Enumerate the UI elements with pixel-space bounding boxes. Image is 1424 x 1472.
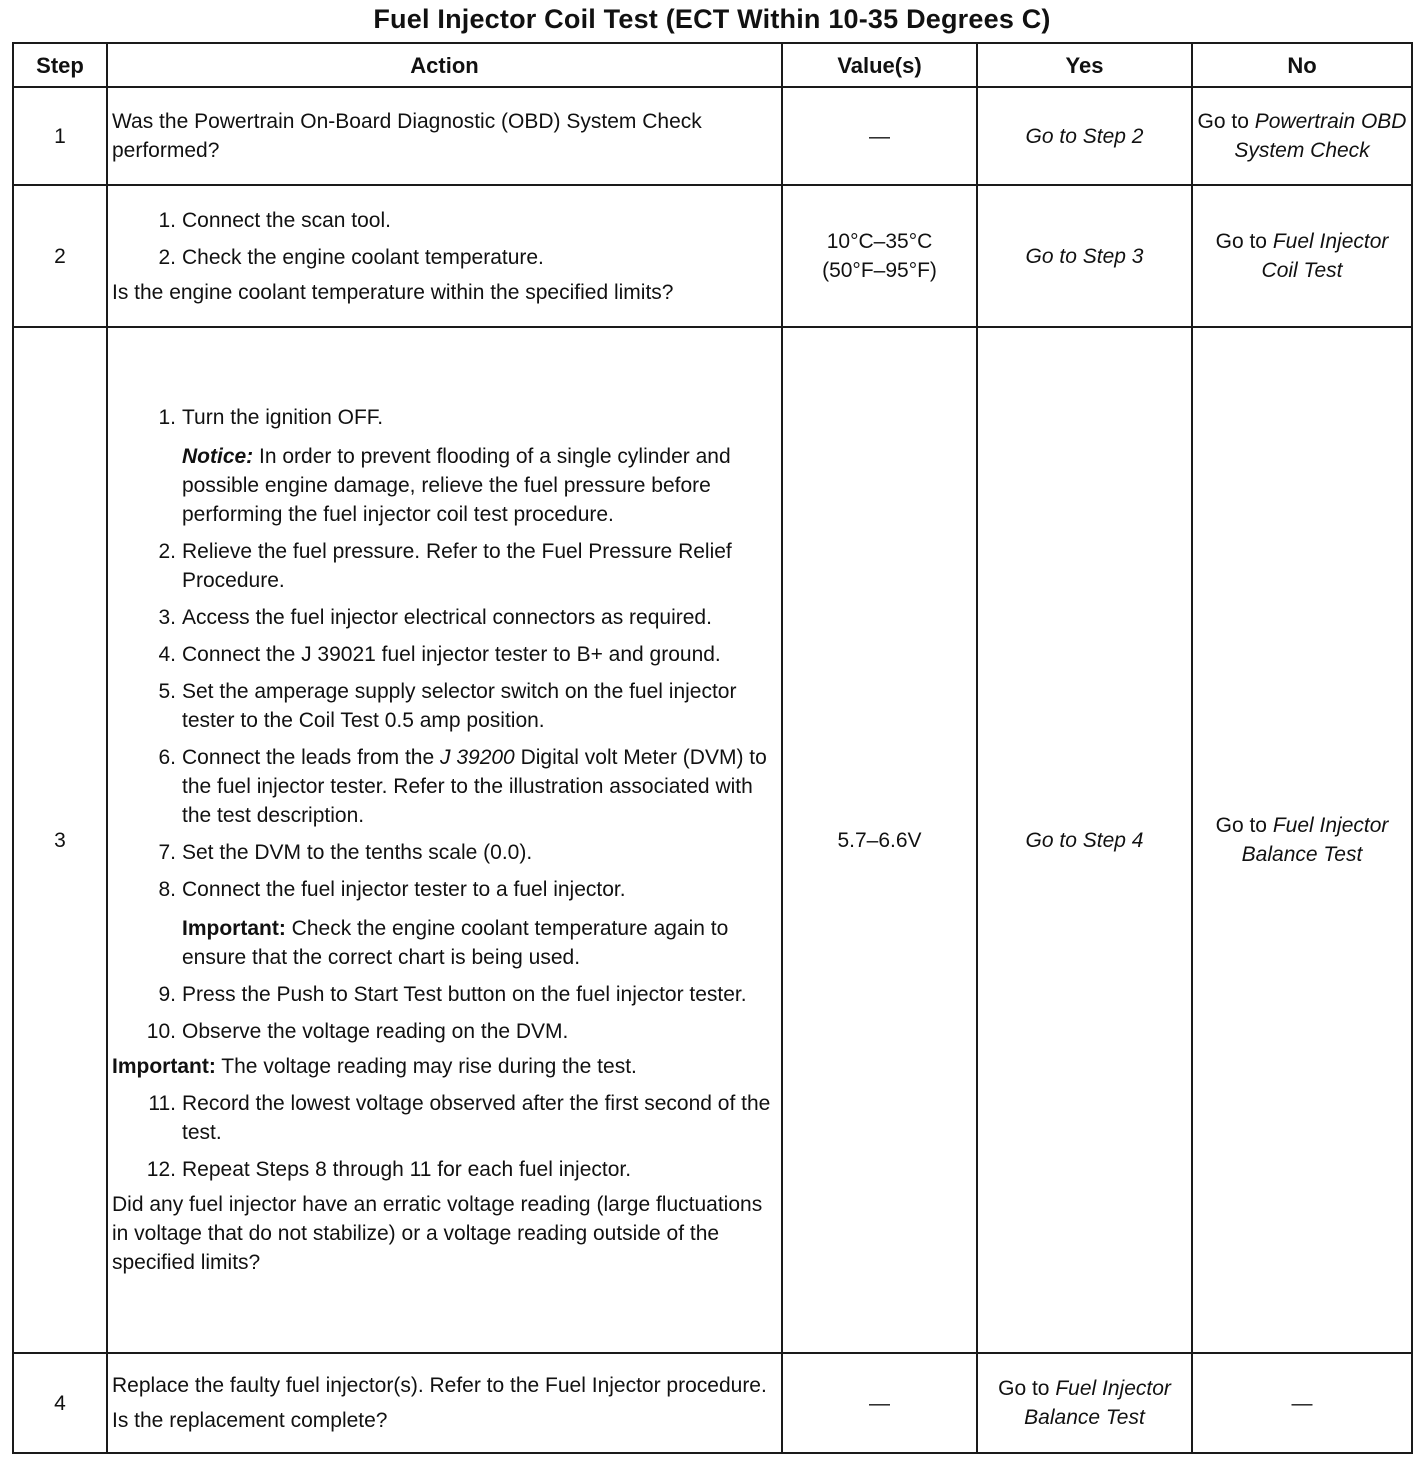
- item-number: 6.: [158, 746, 176, 769]
- yes-link: Fuel Injector Balance Test: [1024, 1377, 1171, 1429]
- list-item: [112, 603, 777, 632]
- list-item: [112, 980, 777, 1009]
- item-text: Access the fuel injector electrical connectors as required.: [182, 606, 712, 629]
- table-row: [13, 185, 1412, 327]
- list-item: [112, 875, 777, 904]
- notice-text: In order to prevent flooding of a single cylinder and possible engine damage, relieve the fuel pressure before performing the fuel injector coil test procedure.: [182, 445, 731, 526]
- yes-cell: Go to Step 3: [977, 185, 1192, 327]
- no-link: Powertrain OBD System Check: [1234, 110, 1407, 162]
- action-cell: [107, 327, 782, 1353]
- notice-block: [182, 442, 777, 529]
- tool-number: J 39200: [440, 746, 515, 769]
- value-cell: 5.7–6.6V: [782, 327, 977, 1353]
- item-text: Set the amperage supply selector switch on the fuel injector tester to the Coil Test 0.5 amp position.: [182, 680, 737, 732]
- yes-cell: Go to Step 2: [977, 87, 1192, 185]
- item-number: 5.: [158, 680, 176, 703]
- value-cell: [782, 185, 977, 327]
- no-cell: —: [1192, 1353, 1412, 1453]
- item-text: Observe the voltage reading on the DVM.: [182, 1020, 569, 1043]
- item-text: Turn the ignition OFF.: [182, 406, 384, 429]
- value-cell: —: [782, 87, 977, 185]
- value-fahrenheit: (50°F–95°F): [822, 259, 937, 282]
- important-text: Check the engine coolant temperature again to ensure that the correct chart is being used.: [182, 917, 729, 969]
- header-row: [13, 43, 1412, 87]
- item-text: Check the engine coolant temperature.: [182, 245, 544, 269]
- item-number: 11.: [148, 1092, 176, 1115]
- action-question: Is the engine coolant temperature within the specified limits?: [112, 280, 674, 304]
- item-text-pre: Connect the leads from the: [182, 746, 435, 769]
- no-link: Fuel Injector Balance Test: [1241, 814, 1389, 866]
- item-text: Connect the scan tool.: [182, 208, 391, 232]
- yes-prefix: Go to: [998, 1377, 1050, 1400]
- action-text: Replace the faulty fuel injector(s). Refer to the Fuel Injector procedure.: [112, 1374, 767, 1397]
- item-text: Relieve the fuel pressure. Refer to the Fuel Pressure Relief Procedure.: [182, 540, 732, 592]
- header-yes: Yes: [977, 43, 1192, 87]
- item-text-post: Digital volt Meter (DVM) to the fuel injector tester. Refer to the illustration associated with the test description.: [182, 746, 767, 827]
- item-text: Press the Push to Start Test button on the fuel injector tester.: [182, 983, 747, 1006]
- important-label: Important:: [182, 917, 286, 940]
- item-number: 3.: [158, 606, 176, 629]
- table-row: [13, 327, 1412, 1353]
- page-title: Fuel Injector Coil Test (ECT Within 10-35 Degrees C): [373, 4, 1051, 34]
- item-number: 7.: [158, 841, 176, 864]
- no-prefix: Go to: [1215, 814, 1267, 837]
- value-cell: —: [782, 1353, 977, 1453]
- action-question: Was the Powertrain On-Board Diagnostic (OBD) System Check performed?: [112, 110, 702, 162]
- list-item: [112, 206, 777, 235]
- item-number: 8.: [158, 878, 176, 901]
- important-block: [112, 1052, 777, 1081]
- list-item: [112, 1155, 777, 1184]
- list-item: [112, 243, 777, 272]
- list-item: [112, 640, 777, 669]
- item-number: 12.: [146, 1158, 176, 1181]
- list-item: [112, 677, 777, 735]
- header-step: Step: [13, 43, 107, 87]
- value-celsius: 10°C–35°C: [826, 230, 933, 253]
- action-cell: [107, 185, 782, 327]
- no-cell: [1192, 327, 1412, 1353]
- no-cell: [1192, 87, 1412, 185]
- item-number: 9.: [158, 983, 176, 1006]
- important-label: Important:: [112, 1055, 216, 1078]
- action-cell: [107, 87, 782, 185]
- item-number: 2.: [158, 540, 176, 563]
- item-number: 4.: [158, 643, 176, 666]
- list-item: [112, 838, 777, 867]
- item-text: Repeat Steps 8 through 11 for each fuel injector.: [182, 1158, 632, 1181]
- no-prefix: Go to: [1215, 230, 1267, 253]
- list-item: [112, 1017, 777, 1046]
- item-text: [182, 743, 777, 830]
- step-number: 4: [13, 1353, 107, 1453]
- table-row: [13, 1353, 1412, 1453]
- table-row: [13, 87, 1412, 185]
- item-number: 1.: [158, 208, 176, 232]
- header-values: Value(s): [782, 43, 977, 87]
- header-no: No: [1192, 43, 1412, 87]
- no-link: Fuel Injector Coil Test: [1261, 230, 1389, 282]
- item-text: Set the DVM to the tenths scale (0.0).: [182, 841, 533, 864]
- no-prefix: Go to: [1197, 110, 1249, 133]
- action-question: Did any fuel injector have an erratic voltage reading (large fluctuations in voltage that do not stabilize) or a voltage reading outside of the specified limits?: [112, 1193, 763, 1274]
- header-action: Action: [107, 43, 782, 87]
- item-number: 1.: [158, 406, 176, 429]
- notice-label: Notice:: [182, 445, 254, 468]
- no-cell: [1192, 185, 1412, 327]
- step-number: 3: [13, 327, 107, 1353]
- yes-cell: Go to Step 4: [977, 327, 1192, 1353]
- step-number: 2: [13, 185, 107, 327]
- important-block: [182, 914, 777, 972]
- item-number: 10.: [146, 1020, 176, 1043]
- item-number: 2.: [158, 245, 176, 269]
- diagnostic-table: [12, 42, 1413, 1454]
- list-item: [112, 1089, 777, 1147]
- step-number: 1: [13, 87, 107, 185]
- list-item: [112, 537, 777, 595]
- list-item: [112, 403, 777, 432]
- action-cell: [107, 1353, 782, 1453]
- item-text: Connect the J 39021 fuel injector tester to B+ and ground.: [182, 643, 721, 666]
- action-question: Is the replacement complete?: [112, 1409, 388, 1432]
- item-text: Connect the fuel injector tester to a fuel injector.: [182, 878, 626, 901]
- item-text: Record the lowest voltage observed after the first second of the test.: [182, 1092, 771, 1144]
- important-text: The voltage reading may rise during the test.: [221, 1055, 637, 1078]
- yes-cell: [977, 1353, 1192, 1453]
- list-item: [112, 743, 777, 830]
